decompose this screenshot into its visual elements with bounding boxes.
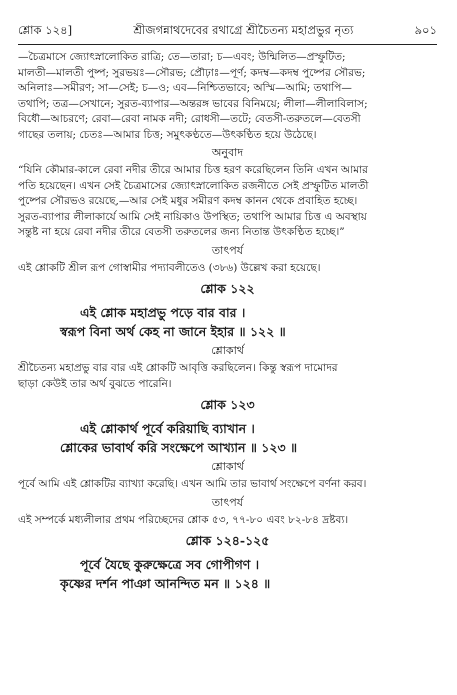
verse-123-meaning: পূর্বে আমি এই শ্লোকটির ব্যাখ্যা করেছি। এখন আমি তার ভাবার্থ সংক্ষেপে বর্ণনা করব। bbox=[18, 478, 367, 490]
word-meaning-line: তথাপি; তত্র—সেখানে; সুরত-ব্যাপার—অন্তরঙ্গ ভাবের বিনিময়ে; লীলা—লীলাবিলাস; bbox=[18, 97, 368, 110]
verse-122-line-2: স্বরূপ বিনা অর্থ কেহ না জানে ইহার ॥ ১২২ ॥ bbox=[60, 324, 286, 339]
translation-line: “যিনি কৌমার-কালে রেবা নদীর তীরে আমার চিত্ত হরণ করেছিলেন তিনি এখন আমার bbox=[18, 164, 368, 176]
page-header bbox=[18, 22, 437, 41]
verse-123-line-2: শ্লোকের ভাবার্থ করি সংক্ষেপে আখ্যান ॥ ১২৩ ॥ bbox=[60, 440, 298, 455]
word-meaning-block bbox=[18, 50, 437, 143]
translation-line: পতি হয়েছেন। এখন সেই চৈত্রমাসের জ্যোৎস্নালোকিত রজনীতে সেই প্রস্ফুটিত মালতী bbox=[18, 179, 369, 192]
translation-block bbox=[18, 163, 437, 241]
word-meaning-line: বিধৌ—আচরণে; রেবা—রেবা নামক নদী; রোধসী—তটে; বেতসী-তরুতলে—বেতসী bbox=[18, 113, 361, 125]
translation-line: সন্তুষ্ট না হয়ে রেবা নদীর তীরে বেতসী তরুতলের জন্য নিতান্ত উৎকণ্ঠিত হচ্ছে।” bbox=[18, 226, 345, 238]
verse-number-124: শ্লোক ১২৪-১২৫ bbox=[185, 533, 270, 548]
purport-text: এই শ্লোকটি শ্রীল রূপ গোস্বামীর পদ্যাবলীতেও (৩৮৬) উল্লেখ করা হয়েছে। bbox=[18, 261, 321, 274]
verse-123-purport: এই সম্পর্কে মধ্যলীলার প্রথম পরিচ্ছেদের শ্লোক ৫৩, ৭৭-৮০ এবং ৮২-৮৪ দ্রষ্টব্য। bbox=[18, 513, 349, 526]
purport-heading: তাৎপর্য bbox=[211, 243, 244, 257]
word-meaning-line: —চৈত্রমাসে জ্যোৎস্নালোকিত রাত্রি; তে—তারা; চ—এবং; উন্মিলিত—প্রস্ফুটিত; bbox=[18, 51, 346, 63]
verse-122-line-1: এই শ্লোক মহাপ্রভু পড়ে বার বার । bbox=[80, 305, 246, 320]
verse-number-123: শ্লোক ১২৩ bbox=[200, 397, 255, 412]
verse-124-line-2: কৃষ্ণের দর্শন পাঞা আনন্দিত মন ॥ ১২৪ ॥ bbox=[60, 576, 271, 591]
translation-heading: অনুবাদ bbox=[211, 146, 244, 159]
word-meaning-line: অনিলাঃ—সমীরণ; সা—সেই; চ—ও; এব—নিশ্চিতভাবে; অস্মি—আমি; তথাপি— bbox=[18, 82, 352, 94]
verse-123-meaning-heading: শ্লোকার্থ bbox=[211, 460, 244, 473]
verse-122-meaning-line: শ্রীচৈতন্য মহাপ্রভু বার বার এই শ্লোকটি আবৃত্তি করছিলেন। কিন্তু স্বরূপ দামোদর bbox=[18, 362, 338, 374]
verse-number-122: শ্লোক ১২২ bbox=[200, 281, 255, 296]
word-meaning-line: মালতী—মালতী পুষ্প; সুরভয়ঃ—সৌরভ; প্রৌঢ়াঃ—পূর্ণ; কদম্ব—কদম্ব পুষ্পের সৌরভ; bbox=[18, 66, 366, 79]
verse-122-meaning-line: ছাড়া কেউই তার অর্থ বুঝতে পারেনি। bbox=[18, 377, 172, 390]
translation-line: সুরত-ব্যাপার লীলাকার্যে আমি সেই নায়িকাও উপস্থিত; তথাপি আমার চিত্ত এ অবস্থায় bbox=[18, 210, 367, 223]
header-chapter-title: শ্রীজগন্নাথদেবের রথাগ্রে শ্রীচৈতন্য মহাপ্রভুর নৃত্য bbox=[133, 23, 354, 37]
verse-123-line-1: এই শ্লোকার্থ পূর্বে করিয়াছি ব্যাখান । bbox=[80, 421, 255, 436]
verse-122-meaning-heading: শ্লোকার্থ bbox=[211, 344, 244, 357]
translation-line: পুষ্পের সৌরভও রয়েছে,—আর সেই মধুর সমীরণ কদম্ব কানন থেকে প্রবাহিত হচ্ছে। bbox=[18, 195, 358, 207]
verse-123-purport-heading: তাৎপর্য bbox=[211, 495, 244, 509]
word-meaning-line: গাছের তলায়; চেতঃ—আমার চিত্ত; সমুৎকণ্ঠতে—উৎকণ্ঠিত হয়ে উঠেছে। bbox=[18, 128, 317, 141]
header-verse-ref: শ্লোক ১২৪] bbox=[18, 23, 73, 37]
header-rule bbox=[18, 44, 437, 45]
verse-124-line-1: পূর্বে যৈছে কুরুক্ষেত্রে সব গোপীগণ । bbox=[80, 557, 260, 572]
page-number: ৯০১ bbox=[414, 23, 437, 37]
